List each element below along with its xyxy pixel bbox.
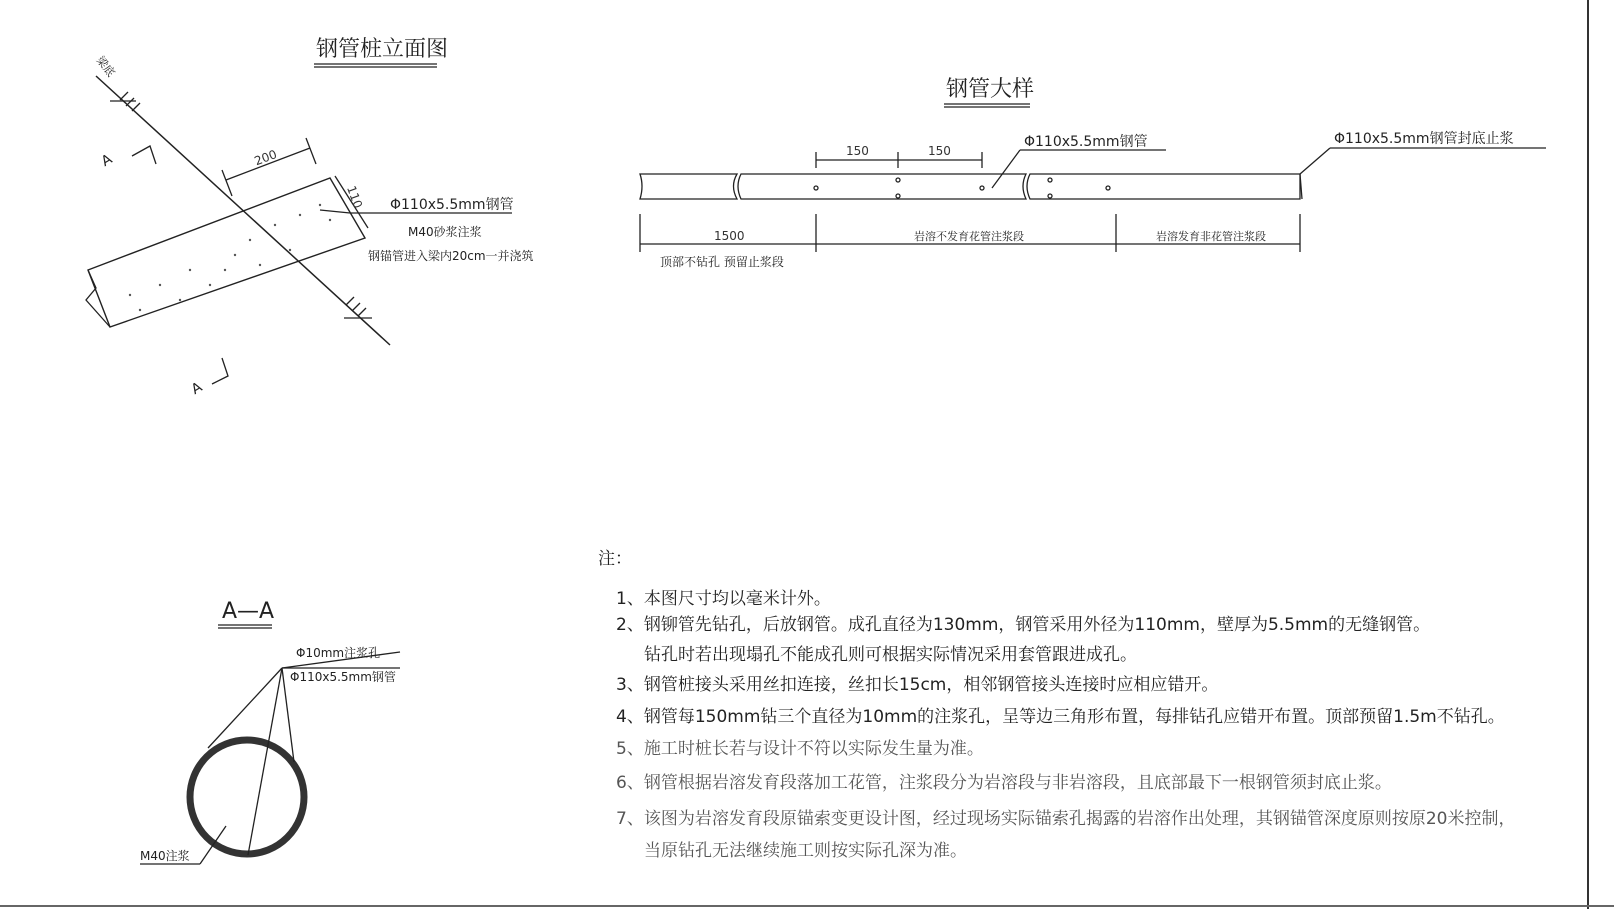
dim-1500: 1500 xyxy=(714,229,745,243)
note-6: 6、钢管根据岩溶发育段落加工花管，注浆段分为岩溶段与非岩溶段，且底部最下一根钢管须封底止浆。 xyxy=(616,773,1392,793)
frame-border-right xyxy=(1587,0,1589,909)
note-3: 3、钢管桩接头采用丝扣连接，丝扣长15cm，相邻钢管接头连接时应相应错开。 xyxy=(616,675,1219,695)
section-hole-label: Φ10mm注浆孔 xyxy=(296,646,381,660)
notes-heading: 注： xyxy=(598,549,632,569)
note-2-continued: 钻孔时若出现塌孔不能成孔则可根据实际情况采用套管跟进成孔。 xyxy=(644,645,1137,665)
seg-top-label: 顶部不钻孔 预留止浆段 xyxy=(660,255,784,269)
elevation-title: 钢管桩立面图 xyxy=(316,37,449,62)
section-view xyxy=(140,599,400,864)
section-pipe-label: Φ110x5.5mm钢管 xyxy=(290,670,396,684)
note-4: 4、钢管每150mm钻三个直径为10mm的注浆孔，呈等边三角形布置，每排钻孔应错开布置。顶部预留1.5m不钻孔。 xyxy=(616,707,1505,727)
grout-holes xyxy=(814,178,1110,198)
elevation-view xyxy=(86,37,534,398)
section-grout-label: M40注浆 xyxy=(140,849,190,863)
seg-karst-label: 岩溶发育非花管注浆段 xyxy=(1156,230,1266,243)
beam-bottom-label: 梁底 xyxy=(93,53,118,80)
section-mark-top: A xyxy=(98,151,116,170)
note-2: 2、钢铆管先钻孔，后放钢管。成孔直径为130mm，钢管采用外径为110mm，壁厚为5.5mm的无缝钢管。 xyxy=(616,615,1431,635)
dim-200: 200 xyxy=(252,147,279,169)
elevation-pipe-label: Φ110x5.5mm钢管 xyxy=(390,197,514,213)
section-mark-bottom: A xyxy=(188,379,206,398)
detail-seal-label: Φ110x5.5mm钢管封底止浆 xyxy=(1334,131,1514,147)
dim-150a: 150 xyxy=(846,144,869,158)
pipe-detail-view xyxy=(640,77,1546,269)
detail-title: 钢管大样 xyxy=(946,77,1035,102)
note-5: 5、施工时桩长若与设计不符以实际发生量为准。 xyxy=(616,739,984,759)
section-title: A—A xyxy=(222,599,275,624)
grout-dots xyxy=(129,204,331,311)
detail-pipe-label: Φ110x5.5mm钢管 xyxy=(1024,134,1148,150)
note-1: 1、本图尺寸均以毫米计外。 xyxy=(616,589,831,609)
dim-150b: 150 xyxy=(928,144,951,158)
note-7: 7、该图为岩溶发育段原锚索变更设计图，经过现场实际锚索孔揭露的岩溶作出处理，其钢锚管深度原则按原20米控制， xyxy=(616,809,1516,829)
frame-border-bottom xyxy=(0,905,1614,907)
note-7-continued: 当原钻孔无法继续施工则按实际孔深为准。 xyxy=(644,841,967,861)
dim-110: 110 xyxy=(344,183,366,211)
elevation-grout-label: M40砂浆注浆 xyxy=(408,225,482,239)
seg-nonkarst-label: 岩溶不发育花管注浆段 xyxy=(914,230,1024,243)
elevation-embed-label: 钢锚管进入梁内20cm一并浇筑 xyxy=(368,249,534,263)
